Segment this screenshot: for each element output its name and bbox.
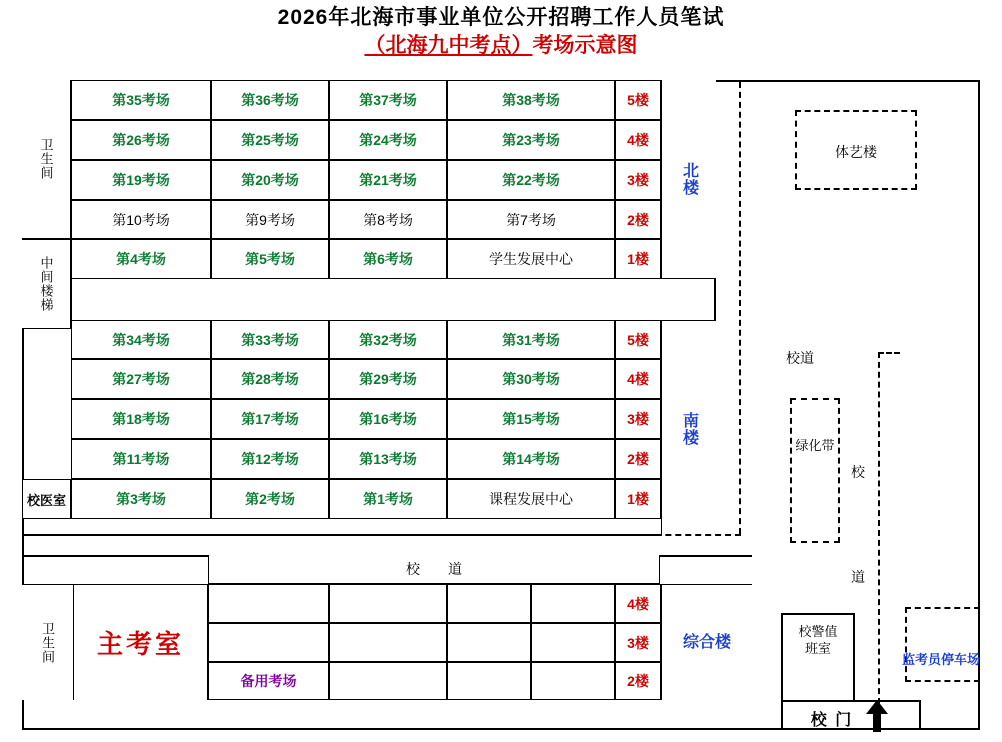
exam-room-cell[interactable]: 第15考场 — [447, 399, 615, 439]
standby-exam-room[interactable]: 备用考场 — [208, 662, 329, 700]
exam-room-cell[interactable]: 第7考场 — [447, 200, 615, 239]
exam-room-cell[interactable]: 第3考场 — [71, 479, 211, 519]
school-clinic-label: 校医室 — [22, 479, 71, 519]
floor-label: 3楼 — [615, 623, 661, 662]
complex-room-cell[interactable] — [531, 623, 615, 662]
complex-room-cell[interactable] — [329, 623, 447, 662]
exam-room-cell[interactable]: 第33考场 — [211, 320, 329, 359]
floor-label: 3楼 — [615, 160, 661, 200]
floor-label: 4楼 — [615, 120, 661, 160]
school-gate-label: 校 门 — [810, 712, 854, 729]
exam-room-cell[interactable]: 第19考场 — [71, 160, 211, 200]
complex-room-cell[interactable] — [447, 623, 531, 662]
complex-room-cell[interactable] — [531, 662, 615, 700]
floor-label: 2楼 — [615, 439, 661, 479]
exam-room-cell[interactable]: 第34考场 — [71, 320, 211, 359]
title-venue: （北海九中考点） — [364, 34, 533, 57]
title-suffix: 考场示意图 — [532, 34, 638, 57]
exam-room-cell[interactable]: 第5考场 — [211, 239, 329, 279]
green-belt-box — [790, 398, 840, 543]
title-line-1: 2026年北海市事业单位公开招聘工作人员笔试 — [277, 6, 725, 29]
exam-room-cell[interactable]: 第17考场 — [211, 399, 329, 439]
exam-room-cell[interactable]: 第25考场 — [211, 120, 329, 160]
campus-road-label: 校 道 — [208, 555, 660, 584]
right-road-dashed-top — [878, 352, 900, 354]
exam-room-cell[interactable]: 第32考场 — [329, 320, 447, 359]
student-dev-center: 学生发展中心 — [447, 239, 615, 279]
exam-room-cell[interactable]: 第36考场 — [211, 80, 329, 120]
green-belt-label: 绿化带 — [795, 438, 835, 453]
exam-room-cell[interactable]: 第4考场 — [71, 239, 211, 279]
floor-label: 2楼 — [615, 662, 661, 700]
exam-room-cell[interactable]: 第28考场 — [211, 359, 329, 399]
floor-label: 2楼 — [615, 200, 661, 239]
chief-exam-room[interactable]: 主考室 — [74, 584, 208, 700]
exam-room-cell[interactable]: 第14考场 — [447, 439, 615, 479]
exam-room-cell[interactable]: 第21考场 — [329, 160, 447, 200]
exam-room-cell[interactable]: 第6考场 — [329, 239, 447, 279]
floor-label: 5楼 — [615, 320, 661, 359]
exam-room-cell[interactable]: 第10考场 — [71, 200, 211, 239]
north-restroom-label: 卫生间 — [22, 80, 71, 239]
exam-room-cell[interactable]: 第18考场 — [71, 399, 211, 439]
north-building-label: 北楼 — [661, 80, 716, 279]
north-stairs-label: 中间楼梯 — [22, 239, 71, 329]
exam-room-cell[interactable]: 第30考场 — [447, 359, 615, 399]
exam-room-cell[interactable]: 第38考场 — [447, 80, 615, 120]
exam-room-cell[interactable]: 第27考场 — [71, 359, 211, 399]
course-dev-center: 课程发展中心 — [447, 479, 615, 519]
south-building-label: 南楼 — [661, 320, 716, 536]
floor-label: 4楼 — [615, 359, 661, 399]
campus-road-vertical-label-1: 校 — [851, 464, 865, 480]
floor-label: 3楼 — [615, 399, 661, 439]
exam-room-cell[interactable]: 第12考场 — [211, 439, 329, 479]
complex-building-label: 综合楼 — [661, 584, 752, 700]
exam-room-cell[interactable]: 第37考场 — [329, 80, 447, 120]
floor-label: 1楼 — [615, 479, 661, 519]
campus-road-dashed-horizontal — [208, 534, 741, 536]
floor-label: 1楼 — [615, 239, 661, 279]
complex-restroom-label: 卫生间 — [22, 584, 74, 700]
police-room-label: 校警值 班室 — [798, 624, 838, 656]
exam-room-cell[interactable]: 第2考场 — [211, 479, 329, 519]
floor-label: 5楼 — [615, 80, 661, 120]
complex-room-cell[interactable] — [208, 623, 329, 662]
invigilator-parking-box — [905, 607, 980, 682]
exam-room-cell[interactable]: 第11考场 — [71, 439, 211, 479]
complex-room-cell[interactable] — [447, 584, 531, 623]
exam-room-cell[interactable]: 第22考场 — [447, 160, 615, 200]
exam-room-cell[interactable]: 第13考场 — [329, 439, 447, 479]
art-building-label: 体艺楼 — [835, 144, 877, 160]
gate-arrow-icon — [862, 698, 892, 734]
campus-road-vertical-label-2: 道 — [851, 569, 865, 585]
complex-room-cell[interactable] — [447, 662, 531, 700]
exam-room-cell[interactable]: 第35考场 — [71, 80, 211, 120]
exam-room-cell[interactable]: 第20考场 — [211, 160, 329, 200]
exam-room-cell[interactable]: 第16考场 — [329, 399, 447, 439]
exam-room-cell[interactable]: 第1考场 — [329, 479, 447, 519]
exam-room-cell[interactable]: 第23考场 — [447, 120, 615, 160]
exam-room-cell[interactable]: 第31考场 — [447, 320, 615, 359]
complex-room-cell[interactable] — [531, 584, 615, 623]
campus-road-right-label: 校道 — [786, 350, 814, 366]
exam-room-cell[interactable]: 第9考场 — [211, 200, 329, 239]
complex-room-cell[interactable] — [208, 584, 329, 623]
exam-room-cell[interactable]: 第8考场 — [329, 200, 447, 239]
exam-room-cell[interactable]: 第24考场 — [329, 120, 447, 160]
floor-label: 4楼 — [615, 584, 661, 623]
complex-room-cell[interactable] — [329, 662, 447, 700]
exam-room-cell[interactable]: 第29考场 — [329, 359, 447, 399]
invigilator-parking-label: 监考员停车场 — [901, 652, 980, 667]
campus-road-dashed-vertical — [739, 82, 741, 534]
complex-room-cell[interactable] — [329, 584, 447, 623]
exam-room-cell[interactable]: 第26考场 — [71, 120, 211, 160]
